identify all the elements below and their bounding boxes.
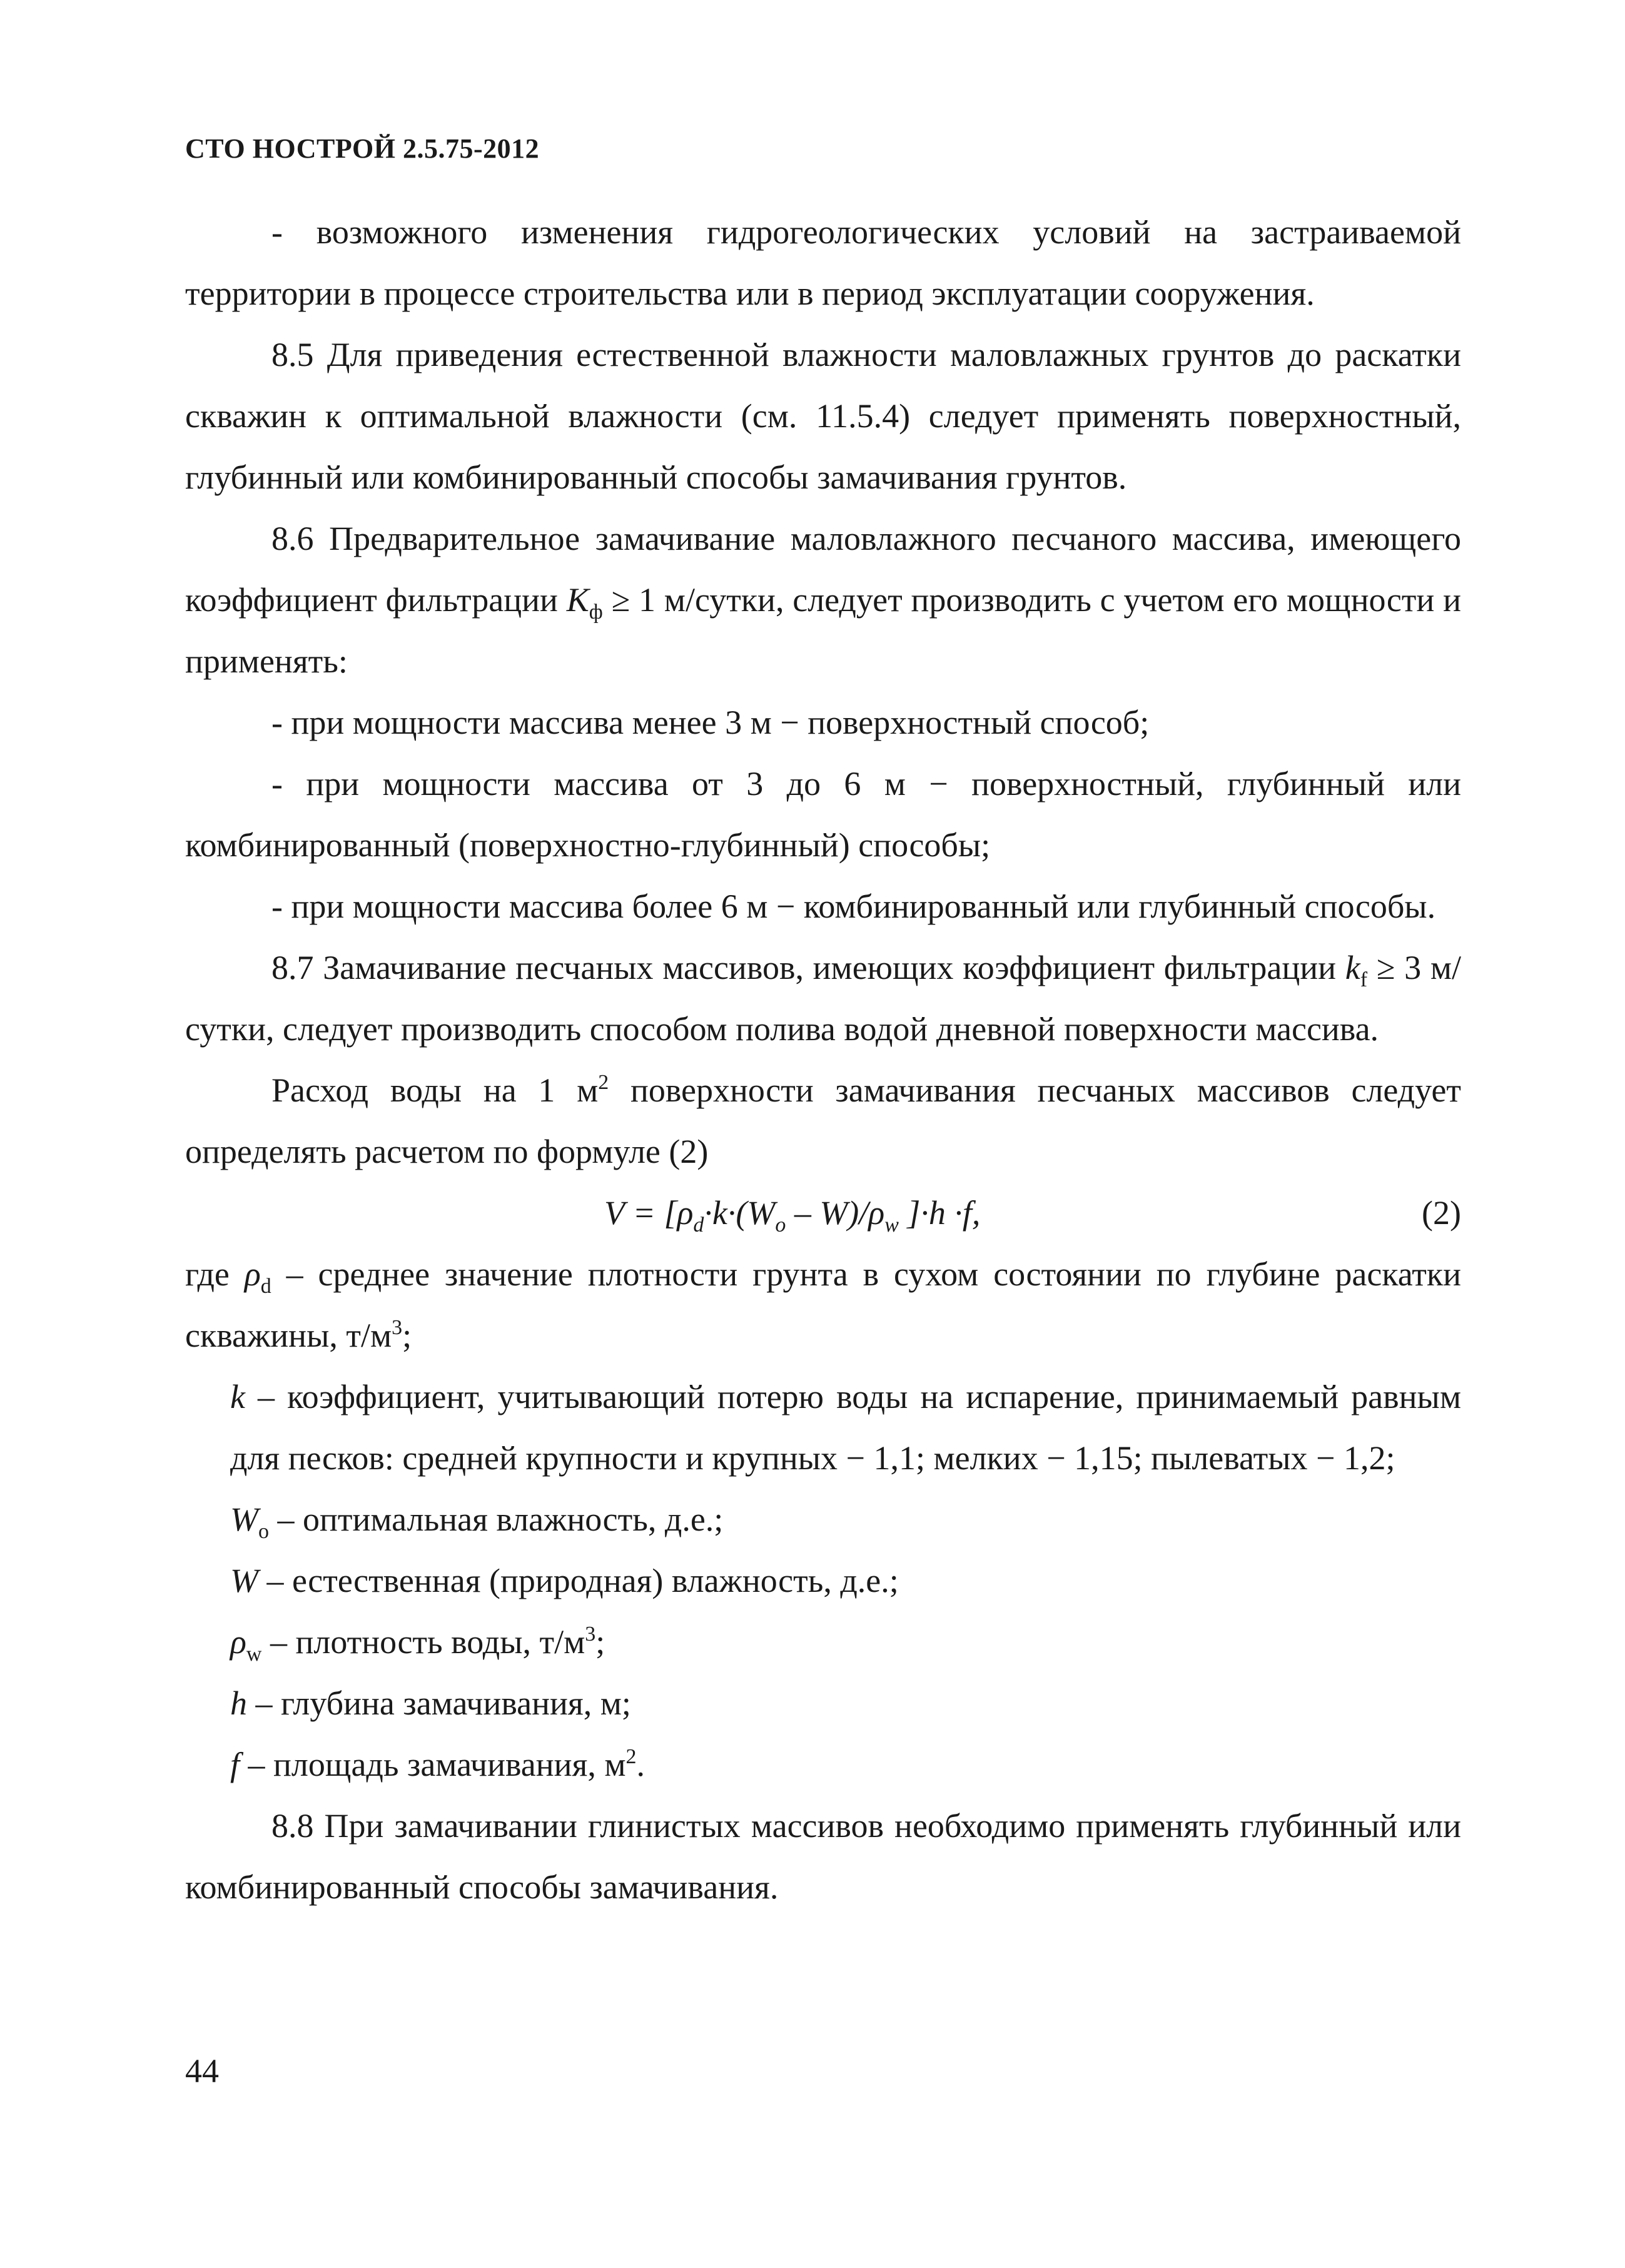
paragraph-8-6: 8.6 Предварительное замачивание маловлажного песчаного массива, имеющего коэффициент фильтрации $K_ф \ge 1$ м/сутки, следует производить с учетом его мощности и применять: (185, 520, 1461, 680)
paragraph-8-8: 8.8 При замачивании глинистых массивов необходимо применять глубинный или комбинированный способы замачивания. (185, 1807, 1461, 1906)
definition-h: h – глубина замачивания, м; (230, 1684, 631, 1722)
kf-symbol: k (1345, 949, 1360, 986)
bullet-more-6m: - при мощности массива более 6 м − комбинированный или глубинный способы. (271, 888, 1436, 925)
definition-f: f – площадь замачивания, $м^2$. (230, 1745, 645, 1783)
definition-wo: $W_o$ – оптимальная влажность, д.е.; (230, 1501, 724, 1543)
filtration-coefficient-symbol: K (566, 581, 589, 619)
definition-w: W – естественная (природная) влажность, д.е.; (230, 1562, 899, 1599)
paragraph-8-5: 8.5 Для приведения естественной влажности маловлажных грунтов до раскатки скважин к оптимальной влажности (см. 11.5.4) следует применять поверхностный, глубинный или комбинированный способы замачивания грунтов. (185, 336, 1461, 496)
formula-2 (185, 1182, 1461, 1243)
formula-expression: $V = [\rho_d\cdot k\cdot(W_o - W)/\rho_w$ ]·h ·f, (604, 1194, 981, 1237)
formula-number: (2) (1422, 1194, 1461, 1232)
definition-rho-d: где $\rho_d$ – среднее значение плотности грунта в сухом состоянии по глубине раскатки скважины, $т/м^3$; (185, 1255, 1462, 1354)
page-number: 44 (185, 2052, 219, 2090)
document-body (185, 201, 1461, 1918)
definition-k: k – коэффициент, учитывающий потерю воды на испарение, принимаемый равным для песков: средней крупности и крупных − 1,1; мелких − 1,15; пылеватых − 1,2; (230, 1378, 1461, 1477)
definition-rho-w: $\rho_w$ – плотность воды, $т/м^3$; (230, 1623, 605, 1666)
paragraph-groundwater: - возможного изменения гидрогеологических условий на застраиваемой территории в процессе строительства или в период эксплуатации сооружения. (185, 213, 1461, 312)
bullet-less-3m: - при мощности массива менее 3 м − поверхностный способ; (271, 704, 1150, 741)
bullet-3-to-6m: - при мощности массива от 3 до 6 м − поверхностный, глубинный или комбинированный (поверхностно-глубинный) способы; (185, 765, 1461, 864)
paragraph-water-consumption: Расход воды на 1 $м^2$ поверхности замачивания песчаных массивов следует определять расчетом по формуле (2) (185, 1071, 1462, 1170)
document-header: СТО НОСТРОЙ 2.5.75-2012 (185, 133, 540, 164)
paragraph-8-7: 8.7 Замачивание песчаных массивов, имеющих коэффициент фильтрации $k_f \ge 3$ м/сутки, следует производить способом полива водой дневной поверхности массива. (185, 949, 1461, 1048)
